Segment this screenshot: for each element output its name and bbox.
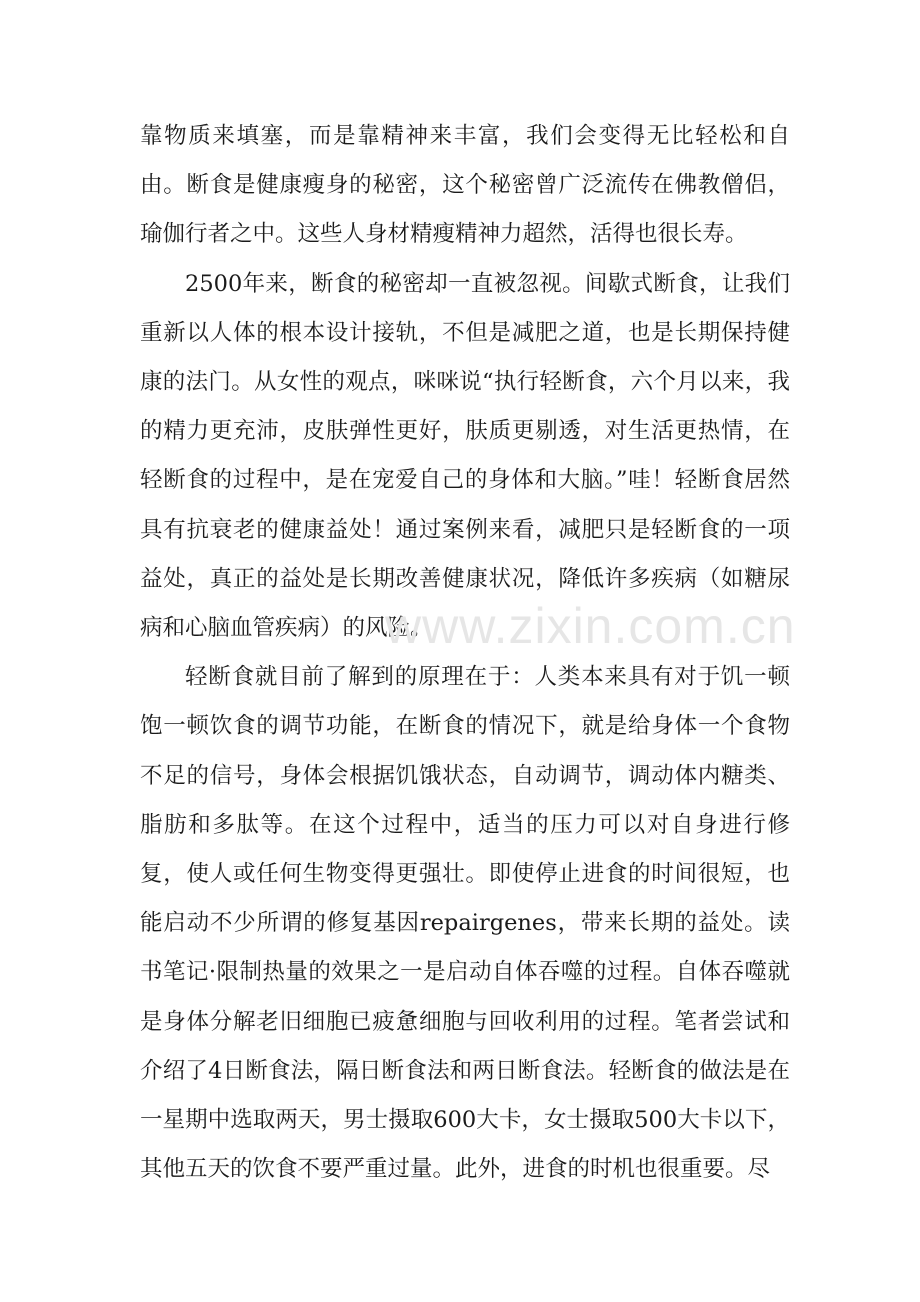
- body-text: [140, 112, 790, 1194]
- paragraph-1: 靠物质来填塞，而是靠精神来丰富，我们会变得无比轻松和自由。断食是健康瘦身的秘密，这个秘密曾广泛流传在佛教僧侣，瑜伽行者之中。这些人身材精瘦精神力超然，活得也很长寿。: [140, 123, 790, 248]
- paragraph-3: 轻断食就目前了解到的原理在于：人类本来具有对于饥一顿饱一顿饮食的调节功能，在断食的情况下，就是给身体一个食物不足的信号，身体会根据饥饿状态，自动调节，调动体内糖类、脂肪和多肽等。在这个过程中，适当的压力可以对自身进行修复，使人或任何生物变得更强壮。即使停止进食的时间很短，也能启动不少所谓的修复基因repairgenes，带来长期的益处。读书笔记·限制热量的效果之一是启动自体吞噬的过程。自体吞噬就是身体分解老旧细胞已疲惫细胞与回收利用的过程。笔者尝试和介绍了4日断食法，隔日断食法和两日断食法。轻断食的做法是在一星期中选取两天，男士摄取600大卡，女士摄取500大卡以下，其他五天的饮食不要严重过量。此外，进食的时机也很重要。尽: [140, 664, 790, 1183]
- watermark-text: www.zixin.com.cn: [385, 598, 796, 654]
- paragraph-2: 2500年来，断食的秘密却一直被忽视。间歇式断食，让我们重新以人体的根本设计接轨，不但是减肥之道，也是长期保持健康的法门。从女性的观点，咪咪说“执行轻断食，六个月以来，我的精力更充沛，皮肤弹性更好，肤质更剔透，对生活更热情，在轻断食的过程中，是在宠爱自己的身体和大脑。”哇！轻断食居然具有抗衰老的健康益处！通过案例来看，减肥只是轻断食的一项益处，真正的益处是长期改善健康状况，降低许多疾病（如糖尿病和心脑血管疾病）的风险。: [140, 270, 790, 642]
